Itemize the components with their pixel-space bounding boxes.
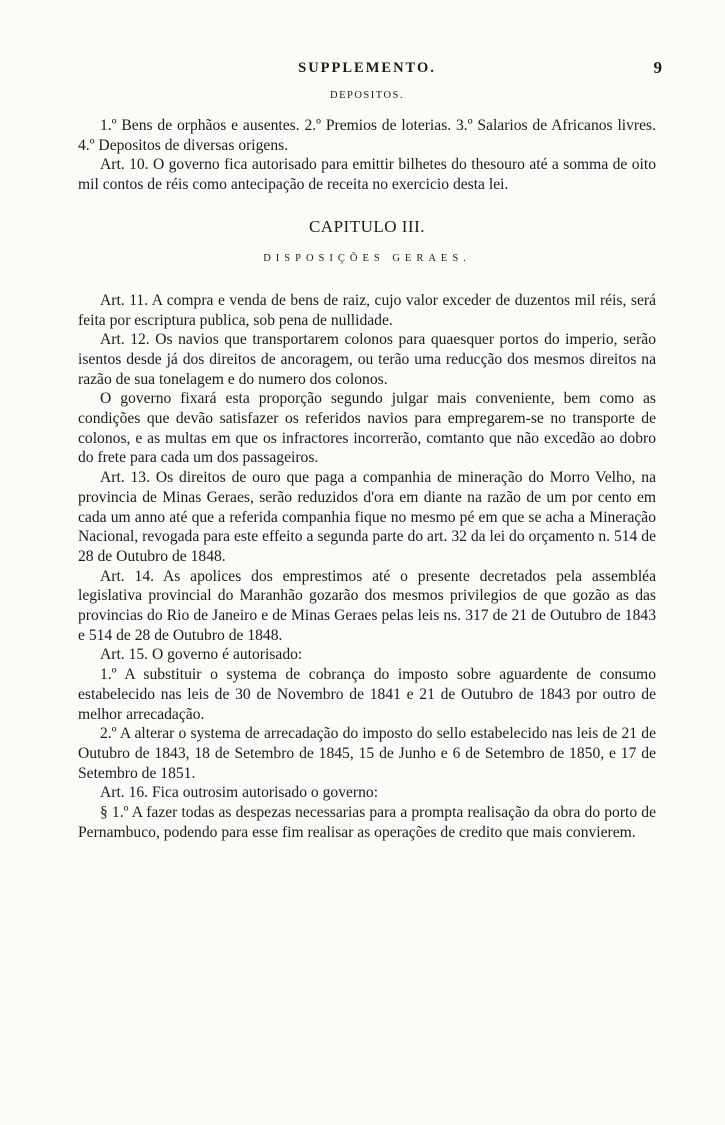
paragraph-art-15-item-1: 1.º A substituir o systema de cobrança do imposto sobre aguardente de consumo estabelecido nas leis de 30 de Novembro de 1841 e 21 de Outubro de 1843 por outro de melhor arrecadação.	[78, 666, 656, 723]
paragraph-art-16-item-1: § 1.º A fazer todas as despezas necessarias para a prompta realisação da obra do porto de Pernambuco, podendo para esse fim realisar as operações de credito que mais convierem.	[78, 804, 656, 841]
paragraph-art-12-cont: O governo fixará esta proporção segundo julgar mais conveniente, bem como as condições que devão satisfazer os referidos navios para empregarem-se no transporte de colonos, e as multas em que os infractores incorrerão, comtanto que não excedão ao dobro do frete para cada um dos passageiros.	[78, 390, 656, 467]
page	[78, 56, 662, 843]
paragraph-art-14: Art. 14. As apolices dos emprestimos até o presente decretados pela assembléa legislativa provincial do Maranhão gozarão dos mesmos privilegios de que gozão as das provincias do Rio de Janeiro e de Minas Geraes pelas leis ns. 317 de 21 de Outubro de 1843 e 514 de 28 de Outubro de 1848.	[78, 567, 656, 644]
paragraph-art-15-item-2: 2.º A alterar o systema de arrecadação do imposto do sello estabelecido nas leis de 21 de Outubro de 1843, 18 de Setembro de 1845, 15 de Junho e 6 de Setembro de 1850, e 17 de Setembro de 1851.	[78, 725, 656, 782]
paragraph-art-16: Art. 16. Fica outrosim autorisado o governo:	[100, 784, 379, 802]
paragraph-deposits-list: 1.º Bens de orphãos e ausentes. 2.º Premios de loterias. 3.º Salarios de Africanos livres. 4.º Depositos de diversas origens.	[78, 117, 656, 154]
paragraph-art-13: Art. 13. Os direitos de ouro que paga a companhia de mineração do Morro Velho, na provincia de Minas Geraes, serão reduzidos d'ora em diante na razão de um por cento em cada um anno até que a referida companhia fique no mesmo pé em que se acha a Mineração Nacional, revogada para este effeito a segunda parte do art. 32 da lei do orçamento n. 514 de 28 de Outubro de 1848.	[78, 469, 656, 565]
chapter-subheading: DISPOSIÇÕES GERAES.	[263, 252, 471, 264]
paragraph-art-12: Art. 12. Os navios que transportarem colonos para quaesquer portos do imperio, serão isentos desde já dos direitos de ancoragem, ou terão uma reducção dos mesmos direitos na razão de sua tonelagem e do numero dos colonos.	[78, 331, 656, 388]
page-number: 9	[653, 58, 662, 77]
chapter-title: CAPITULO III.	[308, 216, 426, 236]
page-header	[78, 56, 662, 90]
paragraph-art-10: Art. 10. O governo fica autorisado para emittir bilhetes do thesouro até a somma de oito mil contos de réis como antecipação de receita no exercicio desta lei.	[78, 156, 656, 194]
section-heading: DEPOSITOS.	[329, 90, 405, 101]
paragraph-art-11: Art. 11. A compra e venda de bens de raiz, cujo valor exceder de duzentos mil réis, será feita por escriptura publica, sob pena de nullidade.	[78, 291, 656, 329]
running-title: SUPPLEMENTO.	[298, 60, 436, 76]
paragraph-art-15: Art. 15. O governo é autorisado:	[100, 646, 303, 664]
